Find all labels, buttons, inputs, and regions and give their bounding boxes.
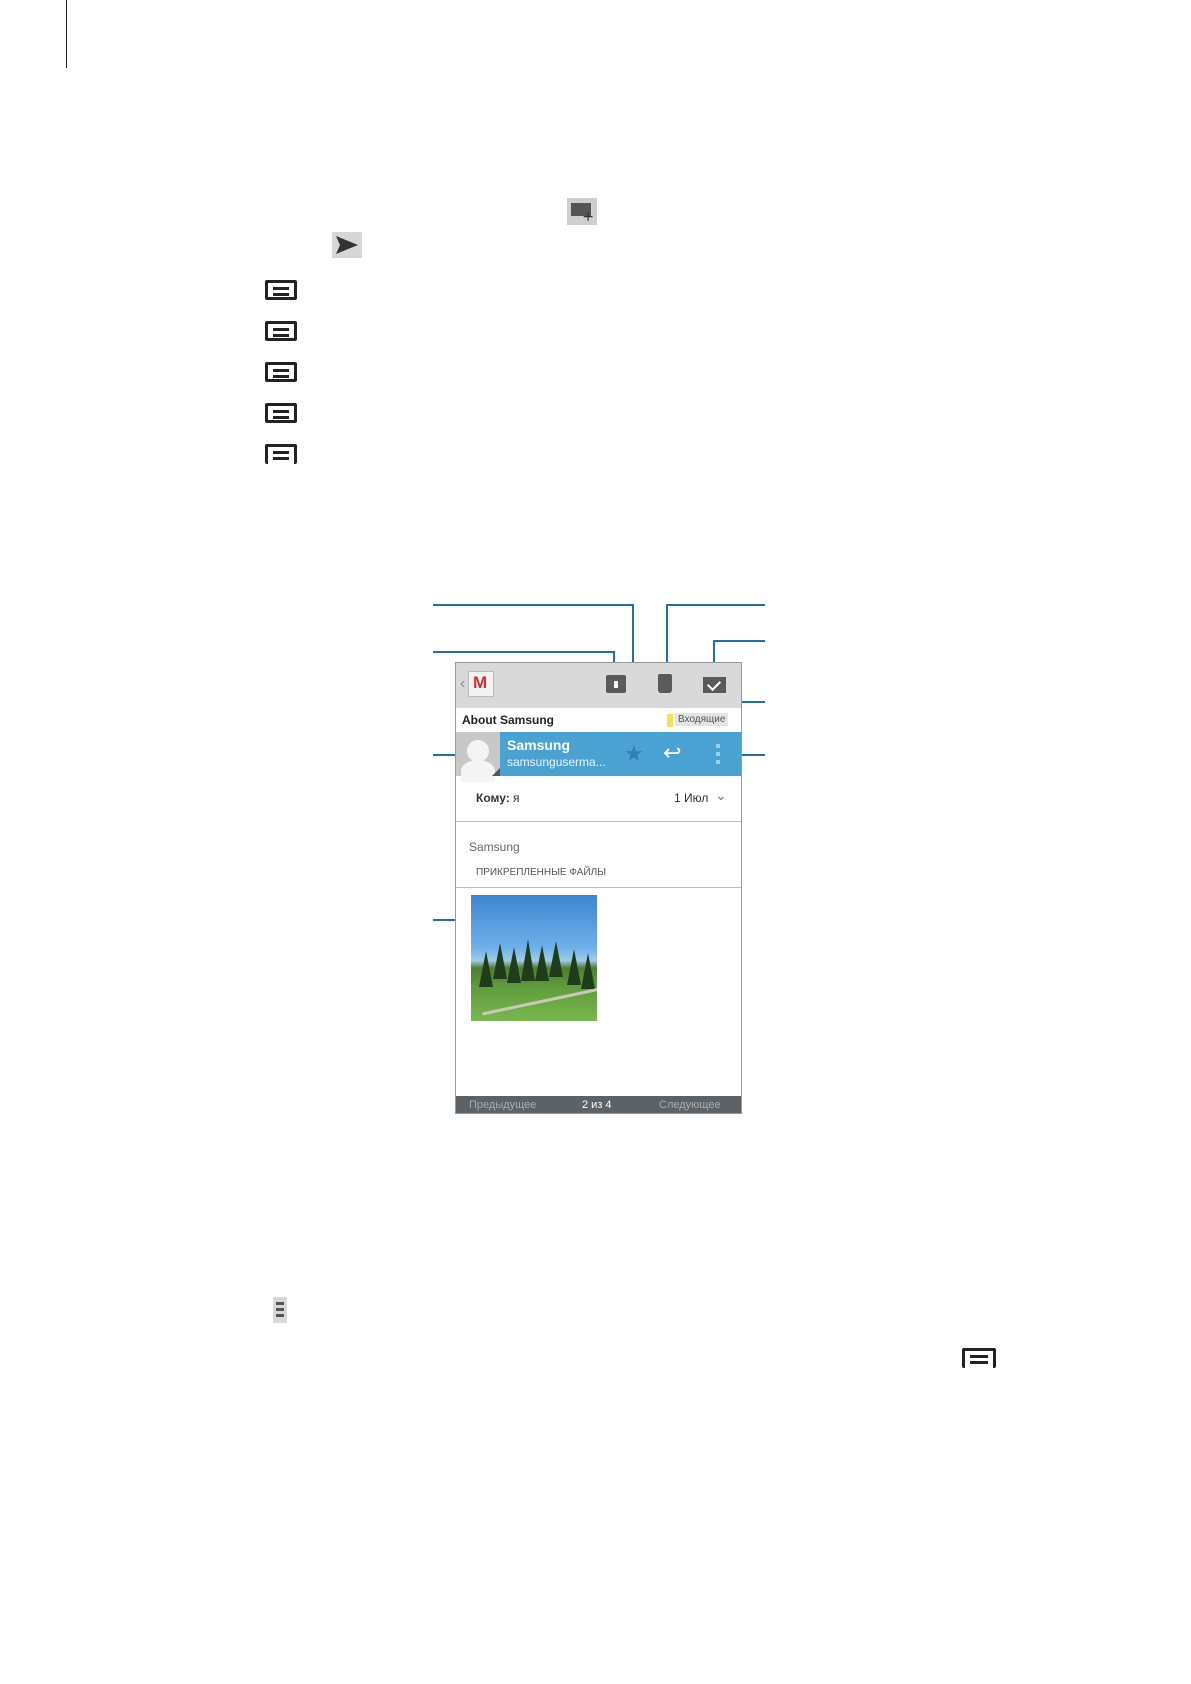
previous-button[interactable]: Предыдущее (469, 1099, 537, 1111)
sender-name: Samsung (507, 737, 571, 753)
menu-key-icon (265, 321, 297, 341)
gmail-logo-icon: M (468, 671, 494, 697)
menu-key-icon (265, 403, 297, 423)
inbox-label[interactable]: Входящие (675, 713, 728, 726)
divider (456, 887, 741, 888)
reply-icon[interactable]: ↩ (663, 741, 682, 766)
menu-key-icon (265, 362, 297, 382)
email-app-screenshot (455, 662, 742, 1114)
action-bar (456, 663, 741, 708)
sender-email: samsunguserma... (507, 755, 606, 769)
menu-key-icon (962, 1348, 996, 1368)
callout-line (433, 604, 633, 606)
email-body: Samsung (469, 840, 520, 854)
sender-header (456, 732, 741, 776)
to-value: я (513, 791, 520, 805)
callout-line (433, 651, 614, 653)
callout-line (666, 604, 765, 606)
recipient-row[interactable] (456, 776, 741, 822)
archive-icon[interactable] (606, 675, 626, 693)
subject-row (456, 708, 741, 732)
page-margin-rule (66, 0, 67, 68)
email-date: 1 Июл (674, 791, 709, 805)
message-position: 2 из 4 (582, 1099, 612, 1111)
mark-unread-icon[interactable] (703, 677, 726, 693)
avatar[interactable] (456, 732, 500, 776)
callout-line (713, 640, 765, 642)
back-icon[interactable]: ‹ (460, 675, 466, 692)
menu-key-icon (265, 280, 297, 300)
star-icon[interactable]: ★ (624, 742, 644, 767)
send-icon (332, 232, 362, 258)
more-options-icon (273, 1297, 287, 1323)
message-navigation-bar (456, 1096, 741, 1114)
email-subject: About Samsung (462, 713, 554, 727)
label-flag-icon (667, 714, 673, 727)
chevron-down-icon[interactable]: ⌄ (715, 787, 727, 803)
delete-icon[interactable] (658, 674, 672, 693)
to-label: Кому: (476, 791, 510, 805)
menu-key-icon (265, 444, 297, 464)
compose-icon: + (567, 198, 597, 225)
attachments-header: ПРИКРЕПЛЕННЫЕ ФАЙЛЫ (476, 867, 607, 878)
attachment-image[interactable] (471, 895, 597, 1021)
next-button[interactable]: Следующее (659, 1099, 721, 1111)
more-options-icon[interactable] (716, 744, 720, 764)
